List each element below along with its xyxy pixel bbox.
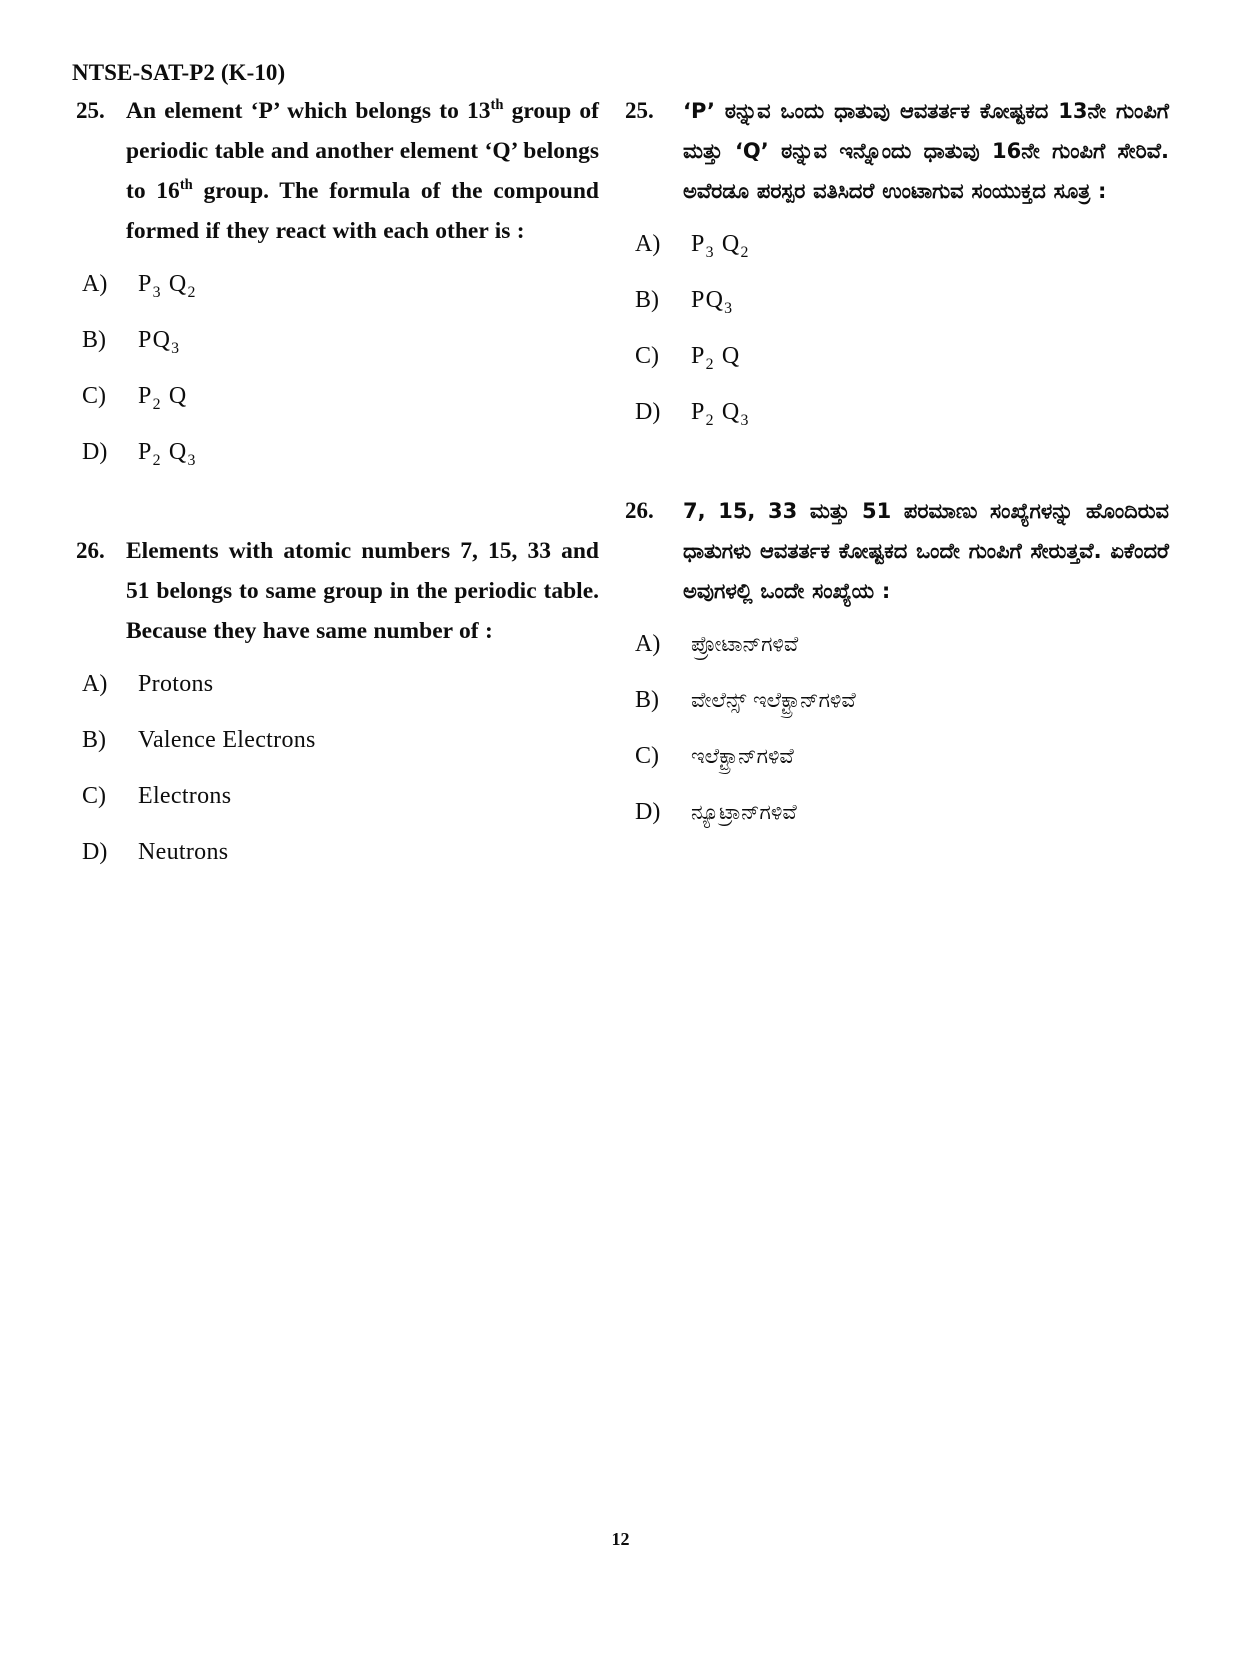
option-a-text: ಪ್ರೋಟಾನ್‌ಗಳಿವೆ [691,632,799,657]
option-d-base2: Q [721,399,741,426]
option-d[interactable] [625,399,1169,433]
english-column [72,91,617,895]
option-a[interactable] [625,231,1169,265]
question-25-kannada [625,91,1169,211]
question-25-number-kannada: 25. [625,98,654,124]
q25-text-part-2: group of periodic table and another element ‘Q’ belongs to 16 [126,98,599,205]
option-d-base1: P [138,439,153,466]
option-a-text [138,271,197,302]
option-b-sub2: 3 [171,340,181,358]
option-c[interactable] [625,343,1169,377]
option-a-label: A) [82,271,108,298]
option-a-label: A) [635,631,661,658]
option-d-sub2: 3 [740,412,750,430]
option-a[interactable] [625,631,1169,665]
option-c-text [691,343,741,374]
option-d-text [138,439,197,470]
option-c-base2: Q [721,343,741,370]
option-b-text [138,327,181,358]
option-b[interactable] [72,327,599,361]
question-25-text [126,91,599,251]
option-a-sub2: 2 [740,244,750,262]
option-d-sub2: 3 [187,452,197,470]
option-b-label: B) [635,687,659,714]
option-d[interactable] [72,439,599,473]
paper-code-header: NTSE-SAT-P2 (K-10) [72,60,286,85]
option-b-label: B) [82,327,106,354]
option-a-label: A) [82,671,108,698]
option-c-sub1: 2 [705,356,715,374]
question-26-options-english [72,671,599,873]
option-a-base1: P [138,271,153,298]
option-b-base1: P [138,327,153,354]
option-b-text: ವೇಲೆನ್ಸ್ ಇಲೆಕ್ಟ್ರಾನ್‌ಗಳಿವೆ [691,688,856,713]
option-a-label: A) [635,231,661,258]
option-d-text: Neutrons [138,839,229,866]
q25-text-part-3: group. The formula of the compound formed if they react with each other is : [126,178,600,245]
kannada-column [617,91,1169,855]
option-a[interactable] [72,271,599,305]
page-number-footer: 12 [611,1529,630,1549]
option-c[interactable] [72,783,599,817]
question-spacer [625,455,1169,491]
option-d-text: ನ್ಯೂಟ್ರಾನ್‌ಗಳಿವೆ [691,800,797,825]
option-a-base1: P [691,231,706,258]
option-c-base1: P [138,383,153,410]
question-25-english [72,91,599,251]
option-c-text: ಇಲೆಕ್ಟ್ರಾನ್‌ಗಳಿವೆ [691,744,794,769]
option-d-label: D) [635,799,661,826]
option-b-sub2: 3 [724,300,734,318]
option-a-text: Protons [138,671,214,698]
option-c-text [138,383,188,414]
option-b-text [691,287,734,318]
question-26-number: 26. [76,538,105,564]
option-c-sub1: 2 [152,396,162,414]
option-b-label: B) [82,727,106,754]
option-b[interactable] [72,727,599,761]
option-d[interactable] [72,839,599,873]
q25-ordinal-2: th [179,177,193,194]
question-25-options-kannada [625,231,1169,433]
option-c-base2: Q [168,383,188,410]
option-c-base1: P [691,343,706,370]
option-b-label: B) [635,287,659,314]
option-d-base1: P [691,399,706,426]
question-26-kannada [625,491,1169,611]
option-a-base2: Q [721,231,741,258]
option-a-base2: Q [168,271,188,298]
option-d-sub1: 2 [705,412,715,430]
option-b[interactable] [625,687,1169,721]
option-a-text [691,231,750,262]
option-d-base2: Q [168,439,188,466]
option-b[interactable] [625,287,1169,321]
question-26-text-kannada: 7, 15, 33 ಮತ್ತು 51 ಪರಮಾಣು ಸಂಖ್ಯೆಗಳನ್ನು ಹೊಂದಿರುವ ಧಾತುಗಳು ಆವತರ್ತಕ ಕೋಷ್ಟಕದ ಒಂದೇ ಗುಂಪಿಗೆ ಸೇರುತ್ತವೆ. ಏಕೆಂದರೆ ಅವುಗಳಲ್ಲಿ ಒಂದೇ ಸಂಖ್ಯೆಯ : [683,499,1169,604]
option-b-text: Valence Electrons [138,727,316,754]
option-a-sub2: 2 [187,284,197,302]
option-a-sub1: 3 [705,244,715,262]
option-c-label: C) [82,783,106,810]
option-d-sub1: 2 [152,452,162,470]
option-d-label: D) [635,399,661,426]
question-spacer [72,495,599,531]
option-b-base2: Q [705,287,725,314]
option-a[interactable] [72,671,599,705]
question-26-number-kannada: 26. [625,498,654,524]
option-d[interactable] [625,799,1169,833]
option-c-text: Electrons [138,783,232,810]
option-d-text [691,399,750,430]
option-a-sub1: 3 [152,284,162,302]
option-d-label: D) [82,439,108,466]
option-c-label: C) [635,343,659,370]
question-26-text: Elements with atomic numbers 7, 15, 33 and 51 belongs to same group in the periodic table. Because they have same number of : [126,538,599,645]
question-26-options-kannada [625,631,1169,833]
question-25-options-english [72,271,599,473]
question-25-number: 25. [76,98,105,124]
option-b-base1: P [691,287,706,314]
q25-text-part-1: An element ‘P’ which belongs to 13 [126,98,491,125]
option-c[interactable] [72,383,599,417]
q25-ordinal-1: th [490,97,504,114]
option-c-label: C) [635,743,659,770]
question-25-text-kannada: ‘P’ ಠನ್ನುವ ಒಂದು ಧಾತುವು ಆವತರ್ತಕ ಕೋಷ್ಟಕದ 13ನೇ ಗುಂಪಿಗೆ ಮತ್ತು ‘Q’ ಠನ್ನುವ ಇನ್ನೊಂದು ಧಾತುವು 16ನೇ ಗುಂಪಿಗೆ ಸೇರಿವೆ. ಅವೆರಡೂ ಪರಸ್ಪರ ವತಿಸಿದರೆ ಉಂಟಾಗುವ ಸಂಯುಕ್ತದ ಸೂತ್ರ : [683,99,1169,204]
option-c[interactable] [625,743,1169,777]
two-column-layout [72,91,1169,895]
question-26-english [72,531,599,651]
option-b-base2: Q [152,327,172,354]
option-c-label: C) [82,383,106,410]
option-d-label: D) [82,839,108,866]
